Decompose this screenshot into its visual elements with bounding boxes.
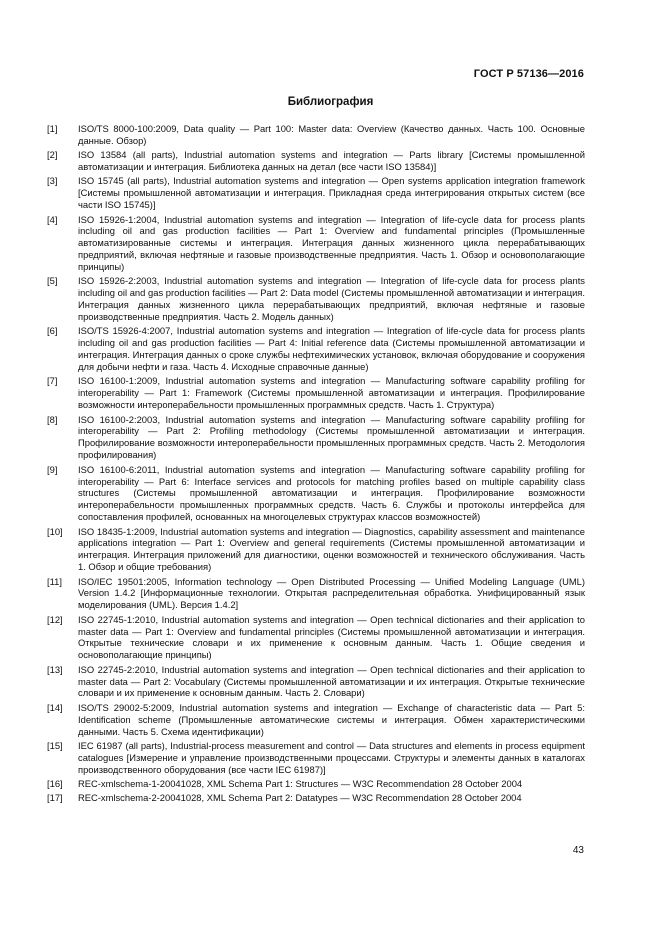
reference-item [47,325,585,373]
bibliography-list [47,123,585,807]
page-title: Библиография [287,96,374,108]
reference-item [47,149,585,173]
reference-number: [1] [47,123,58,134]
reference-item [47,778,585,790]
reference-text: ISO 15745 (all parts), Industrial automation systems and integration — Open systems application integration framework [Системы промышленной автоматизации и интеграция. Прикладная среда интегрирования открытых систем (все части ISO 15745)] [78,175,585,211]
reference-text: ISO 15926-2:2003, Industrial automation systems and integration — Integration of life-cycle data for process plants including oil and gas production facilities — Part 2: Data model (Системы промышленной автоматизации и интеграция. Интеграция данных жизненного цикла перерабатывающих предприятий, включая нефтяные и газовые производственные предприятия. Часть 2. Модель данных) [78,275,585,323]
page-number: 43 [572,845,584,856]
reference-number: [5] [47,275,58,287]
reference-text: REC-xmlschema-1-20041028, XML Schema Part 1: Structures — W3C Recommendation 28 October 2004 [78,777,523,789]
reference-text: ISO 16100-1:2009, Industrial automation systems and integration — Manufacturing software capability profiling for interoperability — Part 1: Framework (Системы промышленной автоматизации и интеграция. Профилирование возможности интероперабельности промышленных программных средств. Часть 1. Структура) [78,375,585,411]
reference-item [47,275,585,323]
reference-number: [9] [47,463,58,475]
reference-text: ISO 22745-1:2010, Industrial automation systems and integration — Open technical dictionaries and their application to master data — Part 1: Overview and fundamental principles (Системы промышленной автоматизации и интеграция. Открытые технические словари и их применение к основным данным. Часть 1. Общие сведения и основополагающие принципы) [78,613,585,661]
reference-text: REC-xmlschema-2-20041028, XML Schema Part 2: Datatypes — W3C Recommendation 28 October 2004 [78,792,522,804]
reference-number: [3] [47,175,58,187]
reference-number: [12] [47,613,63,625]
reference-text: ISO/IEC 19501:2005, Information technology — Open Distributed Processing — Unified Modeling Language (UML) Version 1.4.2 [Информационные технологии. Открытая распределительная обработка. Унифицированный язык моделирования (UML). Версия 1.4.2] [78,575,585,611]
reference-text: ISO 22745-2:2010, Industrial automation systems and integration — Open technical dictionaries and their application to master data — Part 2: Vocabulary (Системы промышленной автоматизации и их интеграция. Открытые технические словари и их применение к основным данным. Часть 2. Словари) [78,663,585,699]
reference-item [47,464,585,524]
reference-item [47,526,585,574]
standard-code: ГОСТ Р 57136—2016 [473,68,584,80]
reference-number: [16] [47,777,63,789]
reference-number: [17] [47,792,63,804]
reference-number: [7] [47,375,58,387]
reference-text: ISO/TS 29002-5:2009, Industrial automation systems and integration — Exchange of characteristic data — Part 5: Identification scheme (Промышленные автоматические системы и интеграция. Обмен характеристическими данными. Часть 5. Схема идентификации) [78,701,585,737]
reference-text: ISO/TS 15926-4:2007, Industrial automation systems and integration — Integration of life-cycle data for process plants including oil and gas production facilities — Part 4: Initial reference data (Системы промышленной автоматизации и интеграция. Интеграция данных о сроке службы нефтехимических установок, включая оборудование и сооружения для добычи нефти и газа. Часть 4. Исходные справочные данные) [78,325,585,373]
reference-number: [8] [47,413,58,425]
reference-text: ISO 16100-2:2003, Industrial automation systems and integration — Manufacturing software capability profiling for interoperability — Part 2: Profiling methodology (Системы промышленной автоматизации и интеграция. Профилирование возможности интероперабельности промышленных программных средств. Часть 2. Методология профилирования) [78,413,585,461]
reference-number: [4] [47,213,58,225]
reference-item [47,414,585,462]
reference-text: ISO 18435-1:2009, Industrial automation systems and integration — Diagnostics, capability assessment and maintenance applications integration — Part 1: Overview and general requirements (Системы промышленной автоматизации и интеграция. Интеграция приложений для диагностики, оценки возможностей и технического обслуживания. Часть 1. Обзор и общие требования) [78,525,585,573]
reference-item [47,175,585,211]
reference-item [47,664,585,700]
reference-item [47,123,585,147]
reference-text: ISO 13584 (all parts), Industrial automation systems and integration — Parts library [Системы промышленной автоматизации и интеграция. Библиотека данных на детал (все части ISO 13584)] [78,149,585,173]
reference-item [47,214,585,274]
reference-number: [14] [47,701,63,713]
reference-item [47,375,585,411]
reference-text: ISO 16100-6:2011, Industrial automation systems and integration — Manufacturing software capability profiling for interoperability — Part 6: Interface services and protocols for matching profiles based on multiple capability class structures (Системы промышленной автоматизации и интеграция. Профилирование возможности интероперабельности промышленных программных средств. Часть 6. Службы и протоколы интерфейса для сопоставления профилей, основанных на многоцелевых структурах классов возможностей) [78,463,585,523]
reference-item [47,740,585,776]
reference-number: [13] [47,663,63,675]
reference-number: [6] [47,325,58,337]
reference-number: [11] [47,575,62,587]
reference-number: [10] [47,525,63,537]
reference-item [47,614,585,662]
reference-item [47,576,585,612]
reference-number: [15] [47,739,63,751]
reference-text: IEC 61987 (all parts), Industrial-process measurement and control — Data structures and elements in process equipment catalogues [Измерение и управление производственными процессами. Структуры и элементы данных в каталогах производственного оборудования (все части IEC 61987)] [78,739,585,775]
reference-number: [2] [47,149,58,161]
reference-item [47,702,585,738]
reference-text: ISO 15926-1:2004, Industrial automation systems and integration — Integration of life-cycle data for process plants including oil and gas production facilities — Part 1: Overview and fundamental principles (Промышленные автоматизированные системы и интеграция. Интеграция данных жизненного цикла перерабатывающих предприятий, включая нефтяные и газовые производственные предприятия. Часть 1. Обзор и основополагающие принципы) [78,213,585,273]
reference-text: ISO/TS 8000-100:2009, Data quality — Part 100: Master data: Overview (Качество данных. Часть 100. Основные данные. Обзор) [78,123,585,146]
reference-item [47,792,585,804]
